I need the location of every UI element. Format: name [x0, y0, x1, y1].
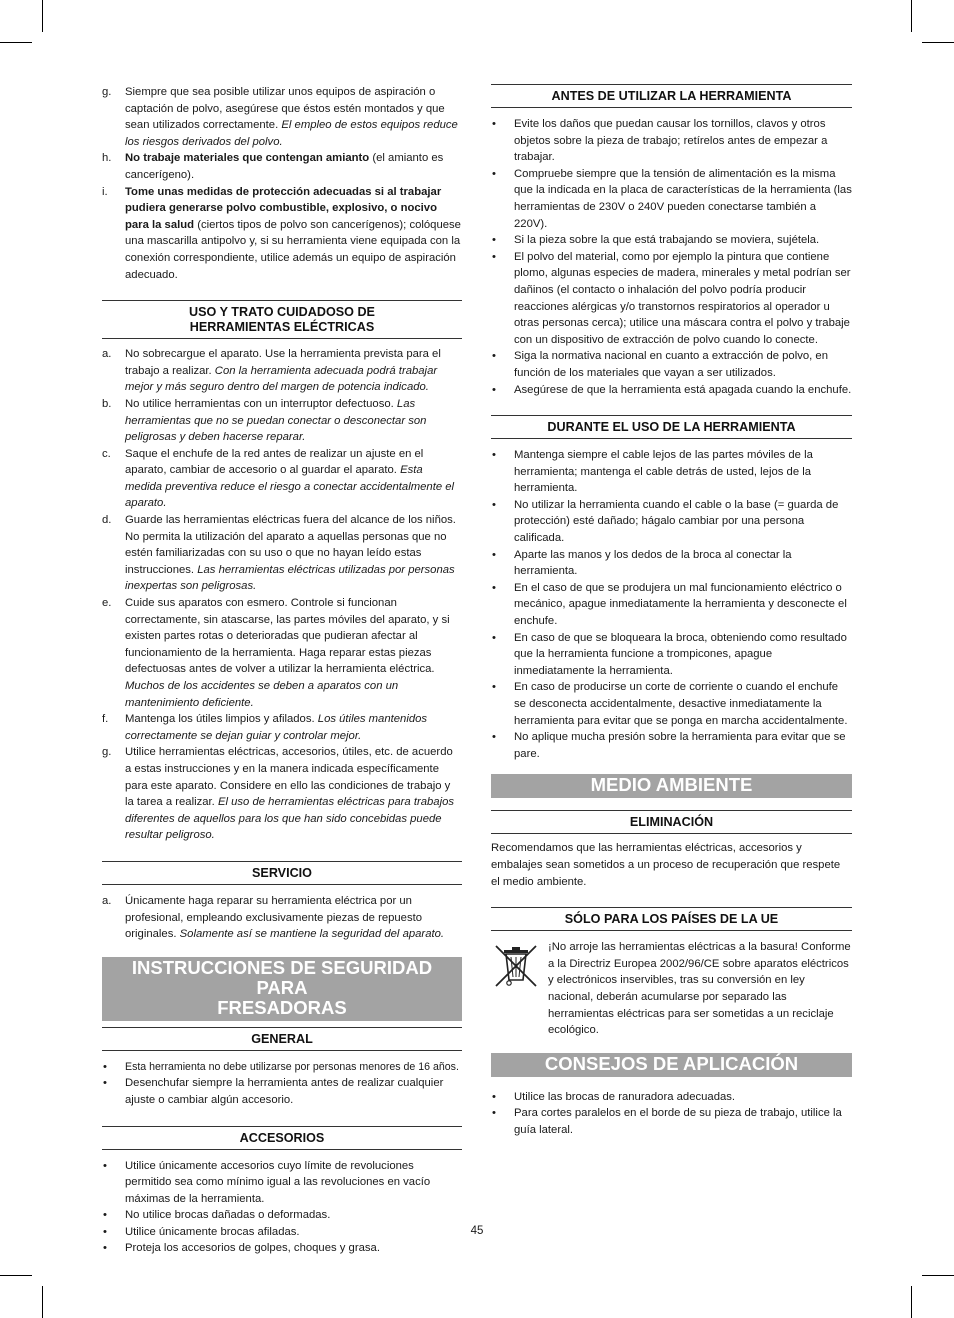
heading-line: FRESADORAS: [217, 996, 347, 1018]
crop-mark-tl-h: [0, 42, 32, 43]
list-item: [491, 547, 852, 580]
crop-mark-tl-v: [42, 0, 43, 32]
bullet: •: [492, 581, 496, 594]
bullet: •: [492, 350, 496, 363]
banner-heading-consejos: [491, 1053, 852, 1077]
list-item: [491, 232, 852, 249]
item-text: Saque el enchufe de la red antes de realizar un ajuste en el aparato, cambiar de accesorio o al guardar el aparato.: [125, 447, 424, 477]
item-italic: Esta medida preventiva reduce el riesgo a conectar accidentalmente el aparato.: [125, 464, 455, 510]
list-item: [491, 116, 852, 166]
heading-line: INSTRUCCIONES DE SEGURIDAD PARA: [131, 956, 433, 998]
item-text: Evite los daños que puedan causar los tornillos, clavos y otros objetos sobre la pieza de trabajo; retírelos antes de empezar a trabajar.: [514, 118, 828, 164]
item-text: Utilice únicamente accesorios cuyo límite de revoluciones permitido sea como mínimo igual a las revoluciones en vacío máximas de la herramienta.: [125, 1159, 431, 1205]
item-text: Cuide sus aparatos con esmero. Controle si funcionan correctamente, sin atascarse, las partes móviles del aparato, y si existen partes rotas o deterioradas que pudieran afectar al funcionamiento de la herramienta. Haga reparar estas piezas defectuosas antes de volver a utilizar la herramienta eléctrica.: [125, 597, 450, 676]
item-italic: El empleo de estos equipos reduce los riesgos derivados del polvo.: [125, 119, 458, 148]
item-text: No aplique mucha presión sobre la herramienta para evitar que se pare.: [514, 731, 846, 760]
list-item: [491, 1089, 852, 1106]
heading-line: CONSEJOS DE APLICACIÓN: [544, 1052, 799, 1074]
item-marker: g.: [102, 86, 112, 98]
item-text: No sobrecargue el aparato. Use la herramienta prevista para el trabajo a realizar.: [125, 348, 441, 377]
bullet: •: [103, 1159, 107, 1172]
item-text: El polvo del material, como por ejemplo la pintura que contiene plomo, algunas especies de madera, minerales y metal podrían ser dañinos (el contacto o inhalación del polvo podría producir reacciones alérgicas y/o transtornos respiratorios al operador u otras personas cerca); utilice una máscara contra el polvo y trabaje con un dispositivo de extracción de polvo cuando lo conecte.: [514, 250, 851, 346]
item-text: Para cortes paralelos en el borde de su pieza de trabajo, utilice la guía lateral.: [514, 1107, 842, 1136]
item-text: Si la pieza sobre la que está trabajando se moviera, sujétela.: [514, 234, 820, 247]
item-text: Mantenga los útiles limpios y afilados.: [125, 713, 318, 726]
item-bold: Tome unas medidas de protección adecuadas si al trabajar pudiera generarse polvo combustible, explosivo, o nocivo para la salud: [125, 185, 442, 231]
list-item: [491, 382, 852, 399]
list-item: [102, 893, 462, 943]
section-heading-antes: [491, 84, 852, 108]
list-item: [102, 396, 462, 446]
heading-line: MEDIO AMBIENTE: [590, 774, 753, 796]
list-item: [491, 166, 852, 232]
heading-line: ACCESORIOS: [239, 1130, 325, 1145]
item-text: Proteja los accesorios de golpes, choques y grasa.: [125, 1242, 380, 1255]
general-list: [102, 1059, 462, 1109]
uso-list: [102, 346, 462, 844]
list-item: [102, 1075, 462, 1108]
servicio-list: [102, 893, 462, 943]
bullet: •: [492, 498, 496, 511]
bullet: •: [103, 1077, 107, 1090]
list-item: [491, 249, 852, 349]
item-marker: c.: [102, 447, 111, 460]
bullet: •: [492, 449, 496, 462]
crop-mark-br-v: [911, 1286, 912, 1318]
item-italic: Los útiles mantenidos correctamente se dejan guiar y controlar mejor.: [125, 713, 428, 742]
bullet: •: [103, 1209, 107, 1222]
item-text: Aparte las manos y los dedos de la broca al conectar la herramienta.: [514, 548, 792, 578]
left-column: [102, 84, 462, 1257]
heading-line: DURANTE EL USO DE LA HERRAMIENTA: [547, 420, 796, 435]
crop-mark-tr-h: [922, 42, 954, 43]
item-marker: e.: [102, 597, 112, 610]
bullet: •: [492, 167, 496, 180]
crop-mark-tr-v: [911, 0, 912, 32]
item-text: Únicamente haga reparar su herramienta eléctrica por un profesional, empleando exclusivamente piezas de repuesto originales.: [125, 894, 423, 941]
weee-block: [491, 939, 852, 1039]
section-heading-uso: [102, 300, 462, 339]
item-marker: f.: [102, 713, 109, 726]
bullet: •: [103, 1242, 107, 1255]
item-marker: h.: [102, 152, 112, 165]
crossed-bin-icon: [494, 944, 538, 990]
bullet: •: [492, 1090, 496, 1103]
heading-line: USO Y TRATO CUIDADOSO DE: [189, 305, 375, 320]
item-text: (el amianto es cancerígeno).: [125, 152, 444, 181]
list-item: [491, 1105, 852, 1138]
banner-heading-instrucciones: [102, 957, 462, 1021]
list-item: [102, 595, 462, 711]
item-text: Desenchufar siempre la herramienta antes de realizar cualquier ajuste o cambiar algún accesorio.: [125, 1077, 444, 1106]
list-item: [491, 630, 852, 680]
heading-line: SÓLO PARA LOS PAÍSES DE LA UE: [564, 912, 779, 927]
list-item: [102, 1059, 462, 1076]
item-italic: Con la herramienta adecuada podrá trabajar mejor y más seguro dentro del margen de potencia indicado.: [125, 364, 438, 394]
list-item: [491, 497, 852, 547]
item-text: Utilice herramientas eléctricas, accesorios, útiles, etc. de acuerdo a estas instrucciones y en la manera indicada específicamente para este aparato. Considere en ello las condiciones de trabajo y la tarea a realizar.: [125, 746, 453, 809]
item-bold: No trabaje materiales que contengan amianto: [125, 152, 370, 165]
section-heading-accesorios: [102, 1126, 462, 1150]
banner-heading-medio-ambiente: [491, 774, 852, 798]
bullet: •: [492, 383, 496, 396]
item-marker: i.: [102, 185, 108, 198]
item-text: En el caso de que se produjera un mal funcionamiento eléctrico o mecánico, apague inmediatamente la herramienta y desconecte el enchufe.: [514, 581, 847, 628]
item-text: Utilice únicamente brocas afiladas.: [125, 1225, 300, 1238]
list-item: [102, 512, 462, 595]
list-item: [102, 744, 462, 844]
item-text: (ciertos tipos de polvo son cancerígenos); colóquese una mascarilla antipolvo y, si su herramienta viene equipada con la conexión correspondiente, utilice además un equipo de aspiración adecuado.: [125, 218, 461, 281]
page-number: 45: [470, 1225, 484, 1237]
heading-line: SERVICIO: [252, 865, 312, 880]
list-item: [102, 346, 462, 396]
item-italic: Solamente así se mantiene la seguridad del aparato.: [179, 928, 445, 941]
bullet: •: [492, 548, 496, 561]
durante-list: [491, 447, 852, 762]
ue-paragraph: ¡No arroje las herramientas eléctricas a la basura! Conforme a la Directriz Europea 2002/96/CE sobre aparatos eléctricos y electrónicos inservibles, tras su conversión en ley nacional, deberán acumularse por separado las herramientas eléctricas para ser sometidas a un reciclaje ecológico.: [548, 941, 851, 1037]
list-item: [491, 580, 852, 630]
item-text: Guarde las herramientas eléctricas fuera del alcance de los niños. No permita la utilización del aparato a aquellas personas que no estén familiarizadas con su uso o que no hayan leído estas instrucciones.: [125, 514, 456, 576]
item-text: Esta herramienta no debe utilizarse por personas menores de 16 años.: [125, 1060, 459, 1073]
list-item: [102, 1240, 462, 1257]
item-text: En caso de producirse un corte de corriente o cuando el enchufe se desconecta accidentalmente, desactive inmediatamente la herramienta para evitar que se ponga en marcha accidentalmente.: [514, 681, 848, 727]
intro-list: [102, 84, 462, 283]
list-item: [491, 679, 852, 729]
item-marker: b.: [102, 397, 112, 410]
bullet: •: [103, 1225, 107, 1238]
list-item: [102, 84, 462, 150]
heading-line: ELIMINACIÓN: [629, 815, 714, 830]
accesorios-list: [102, 1158, 462, 1258]
crop-mark-br-h: [922, 1275, 954, 1276]
section-heading-durante: [491, 415, 852, 439]
item-text: Siempre que sea posible utilizar unos equipos de aspiración o captación de polvo, asegúrese que éstos estén montados y que sean utilizados correctamente.: [125, 86, 445, 132]
list-item: [102, 150, 462, 183]
item-marker: d.: [102, 514, 112, 527]
heading-line: ANTES DE UTILIZAR LA HERRAMIENTA: [551, 89, 792, 103]
list-item: [102, 1158, 462, 1208]
antes-list: [491, 116, 852, 398]
item-text: Compruebe siempre que la tensión de alimentación es la misma que la indicada en la placa de características de la herramienta (las herramientas de 230V o 240V pueden conectarse también a 220V).: [514, 167, 852, 230]
list-item: [491, 729, 852, 762]
list-item: [491, 348, 852, 381]
bullet: •: [492, 631, 496, 644]
eliminacion-paragraph: Recomendamos que las herramientas eléctricas, accesorios y embalajes sean sometidos a un proceso de recuperación que respete el medio ambiente.: [491, 842, 841, 888]
bullet: •: [492, 234, 496, 247]
item-italic: Las herramientas eléctricas utilizadas por personas inexpertas son peligrosas.: [125, 563, 455, 593]
item-marker: g.: [102, 746, 112, 759]
item-marker: a.: [102, 894, 112, 907]
item-text: No utilice brocas dañadas o deformadas.: [125, 1209, 331, 1222]
crop-mark-bl-h: [0, 1275, 32, 1276]
item-italic: Las herramientas que no se puedan conectar o desconectar son peligrosas y deben hacerse reparar.: [125, 397, 427, 444]
item-marker: a.: [102, 348, 112, 361]
item-text: Utilice las brocas de ranuradora adecuadas.: [514, 1090, 736, 1103]
item-text: Mantenga siempre el cable lejos de las partes móviles de la herramienta; mantenga el cable detrás de usted, lejos de la herramienta.: [514, 449, 813, 495]
item-text: No utilice herramientas con un interruptor defectuoso.: [125, 397, 397, 410]
item-text: Asegúrese de que la herramienta está apagada cuando la enchufe.: [514, 383, 852, 396]
list-item: [102, 711, 462, 744]
bullet: •: [492, 731, 496, 744]
section-heading-general: [102, 1027, 462, 1051]
list-item: [102, 1207, 462, 1224]
bullet: •: [492, 250, 496, 263]
list-item: [491, 447, 852, 497]
item-text: No utilizar la herramienta cuando el cable o la base (= guarda de protección) esté dañado; hágalo cambiar por una persona calificada.: [514, 498, 839, 545]
item-italic: El uso de herramientas eléctricas para trabajos diferentes de aquellos para los que han sido concebidas puede resultar peligroso.: [125, 796, 455, 842]
list-item: [102, 184, 462, 284]
crop-mark-bl-v: [42, 1286, 43, 1318]
consejos-list: [491, 1089, 852, 1139]
list-item: [102, 446, 462, 512]
heading-line: HERRAMIENTAS ELÉCTRICAS: [189, 320, 375, 335]
section-heading-eliminacion: [491, 810, 852, 834]
item-text: En caso de que se bloqueara la broca, obteniendo como resultado que la herramienta funcione a trompicones, apague inmediatamente la herramienta.: [514, 631, 847, 677]
right-column: [491, 84, 852, 1139]
bullet: •: [492, 1107, 496, 1120]
section-heading-servicio: [102, 861, 462, 885]
bullet: •: [492, 681, 496, 694]
bullet: •: [492, 118, 496, 130]
item-text: Siga la normativa nacional en cuanto a extracción de polvo, en función de los materiales que vayan a ser utilizados.: [514, 350, 829, 379]
heading-line: GENERAL: [251, 1031, 313, 1046]
bullet: •: [103, 1060, 107, 1073]
section-heading-ue: [491, 907, 852, 931]
item-italic: Muchos de los accidentes se deben a aparatos con un mantenimiento deficiente.: [125, 680, 399, 709]
